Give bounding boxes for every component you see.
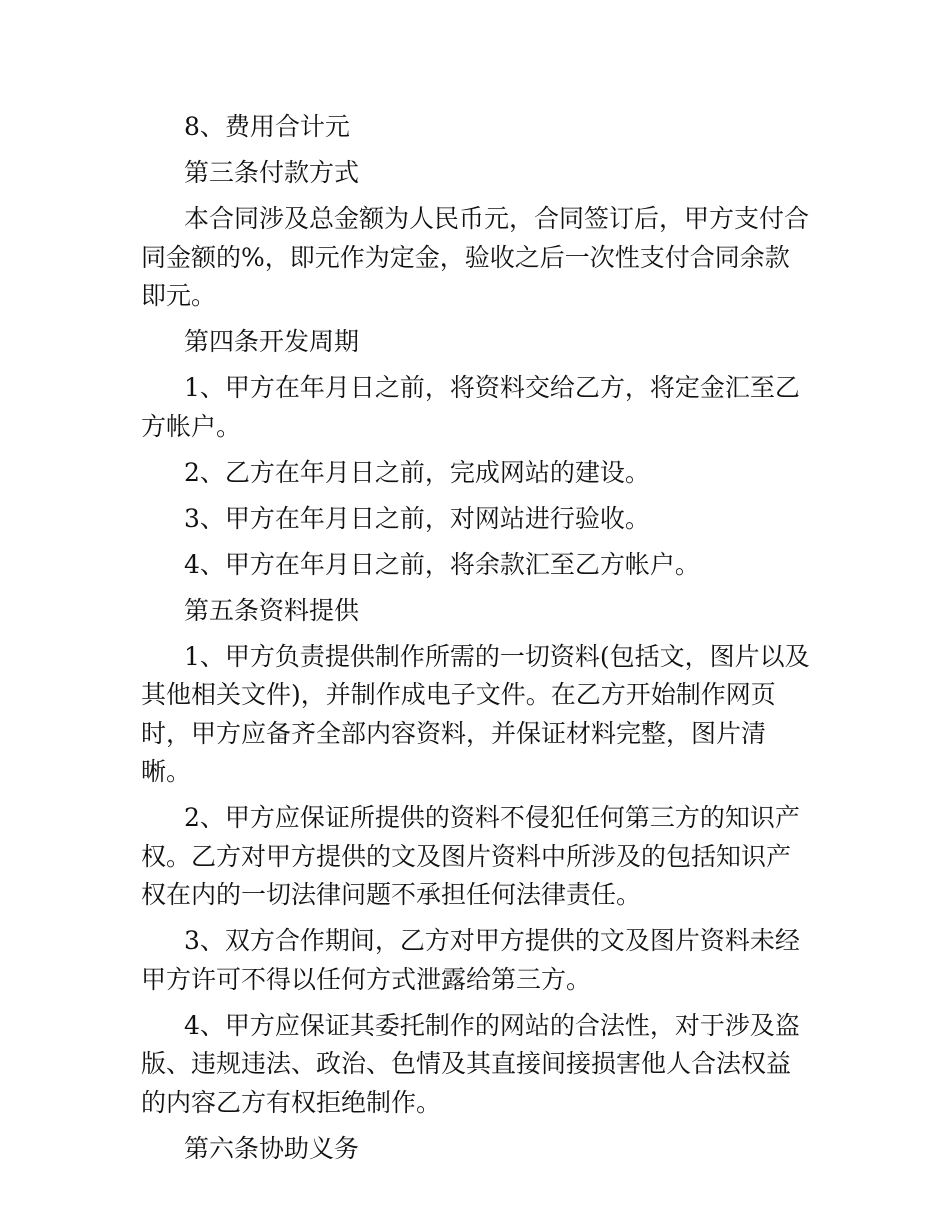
item-schedule-2: 2、乙方在年月日之前，完成网站的建设。 — [184, 457, 650, 487]
item-materials-2: 2、甲方应保证所提供的资料不侵犯任何第三方的知识产权。乙方对甲方提供的文及图片资料中所涉及的包括知识产权在内的一切法律问题不承担任何法律责任。 — [141, 803, 800, 909]
heading-article-3-payment: 第三条付款方式 — [184, 158, 360, 187]
heading-article-4-schedule: 第四条开发周期 — [184, 327, 360, 356]
item-schedule-1: 1、甲方在年月日之前，将资料交给乙方，将定金汇至乙方帐户。 — [141, 373, 800, 441]
document-body — [141, 108, 811, 1168]
item-schedule-4: 4、甲方在年月日之前，将余款汇至乙方帐户。 — [184, 549, 700, 579]
heading-article-6-assistance: 第六条协助义务 — [184, 1133, 360, 1163]
item-materials-4: 4、甲方应保证其委托制作的网站的合法性，对于涉及盗版、违规违法、政治、色情及其直接间接损害他人合法权益的内容乙方有权拒绝制作。 — [141, 1010, 800, 1117]
item-schedule-3: 3、甲方在年月日之前，对网站进行验收。 — [184, 503, 650, 533]
item-materials-1: 1、甲方负责提供制作所需的一切资料(包括文，图片以及其他相关文件)，并制作成电子文件。在乙方开始制作网页时，甲方应备齐全部内容资料，并保证材料完整，图片清晰。 — [141, 641, 810, 786]
item-fee-total: 8、费用合计元 — [184, 112, 350, 141]
paragraph-payment-terms: 本合同涉及总金额为人民币元，合同签订后，甲方支付合同金额的%，即元作为定金，验收之后一次性支付合同余款即元。 — [141, 204, 810, 310]
item-materials-3: 3、双方合作期间，乙方对甲方提供的文及图片资料未经甲方许可不得以任何方式泄露给第三方。 — [141, 926, 800, 994]
heading-article-5-materials: 第五条资料提供 — [184, 595, 360, 625]
